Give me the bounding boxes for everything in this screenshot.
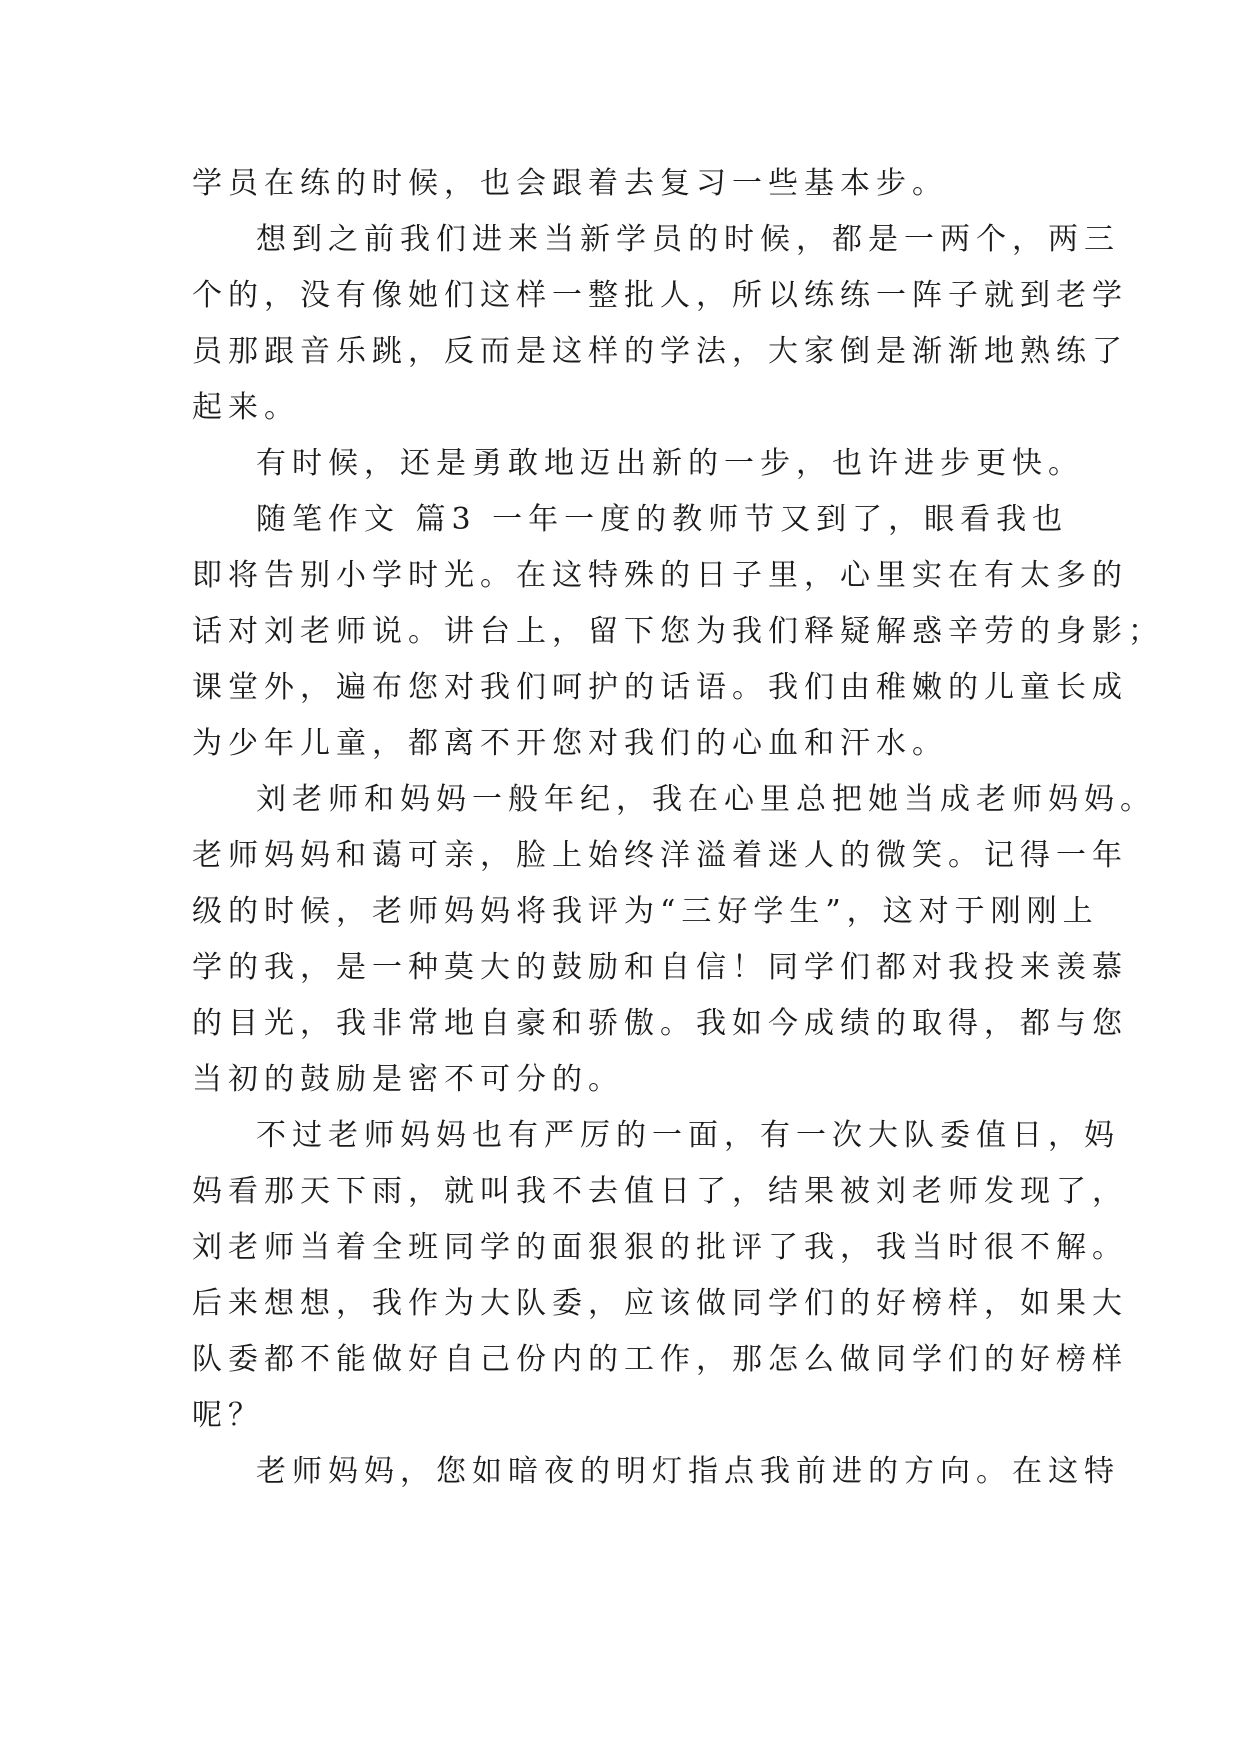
text-line: 个的，没有像她们这样一整批人，所以练练一阵子就到老学 bbox=[192, 278, 1128, 313]
text-line: 老师妈妈，您如暗夜的明灯指点我前进的方向。在这特 bbox=[256, 1454, 1120, 1489]
text-line: 妈看那天下雨，就叫我不去值日了，结果被刘老师发现了， bbox=[192, 1174, 1128, 1209]
text-line: 级的时候，老师妈妈将我评为“三好学生”，这对于刚刚上 bbox=[192, 894, 1099, 929]
text-line: 课堂外，遍布您对我们呵护的话语。我们由稚嫩的儿童长成 bbox=[192, 670, 1128, 705]
text-line: 起来。 bbox=[192, 390, 300, 425]
text-line: 刘老师和妈妈一般年纪，我在心里总把她当成老师妈妈。 bbox=[256, 782, 1156, 817]
text-line: 即将告别小学时光。在这特殊的日子里，心里实在有太多的 bbox=[192, 558, 1128, 593]
text-line: 刘老师当着全班同学的面狠狠的批评了我，我当时很不解。 bbox=[192, 1230, 1128, 1265]
text-line: 话对刘老师说。讲台上，留下您为我们释疑解惑辛劳的身影； bbox=[192, 614, 1164, 649]
text-line: 学的我，是一种莫大的鼓励和自信！同学们都对我投来羡慕 bbox=[192, 950, 1128, 985]
text-line: 想到之前我们进来当新学员的时候，都是一两个，两三 bbox=[256, 222, 1120, 257]
text-line: 当初的鼓励是密不可分的。 bbox=[192, 1062, 624, 1097]
text-line: 有时候，还是勇敢地迈出新的一步，也许进步更快。 bbox=[256, 446, 1084, 481]
text-line: 队委都不能做好自己份内的工作，那怎么做同学们的好榜样 bbox=[192, 1342, 1128, 1377]
text-line: 后来想想，我作为大队委，应该做同学们的好榜样，如果大 bbox=[192, 1286, 1128, 1321]
text-line: 老师妈妈和蔼可亲，脸上始终洋溢着迷人的微笑。记得一年 bbox=[192, 838, 1128, 873]
essay-body bbox=[192, 156, 1164, 1500]
text-line: 随笔作文 篇3 一年一度的教师节又到了，眼看我也 bbox=[256, 502, 1069, 537]
text-line: 的目光，我非常地自豪和骄傲。我如今成绩的取得，都与您 bbox=[192, 1006, 1128, 1041]
text-line: 员那跟音乐跳，反而是这样的学法，大家倒是渐渐地熟练了 bbox=[192, 334, 1128, 369]
text-line: 不过老师妈妈也有严厉的一面，有一次大队委值日，妈 bbox=[256, 1118, 1120, 1153]
text-line: 呢？ bbox=[192, 1398, 264, 1433]
text-line: 为少年儿童，都离不开您对我们的心血和汗水。 bbox=[192, 726, 948, 761]
text-line: 学员在练的时候，也会跟着去复习一些基本步。 bbox=[192, 166, 948, 201]
